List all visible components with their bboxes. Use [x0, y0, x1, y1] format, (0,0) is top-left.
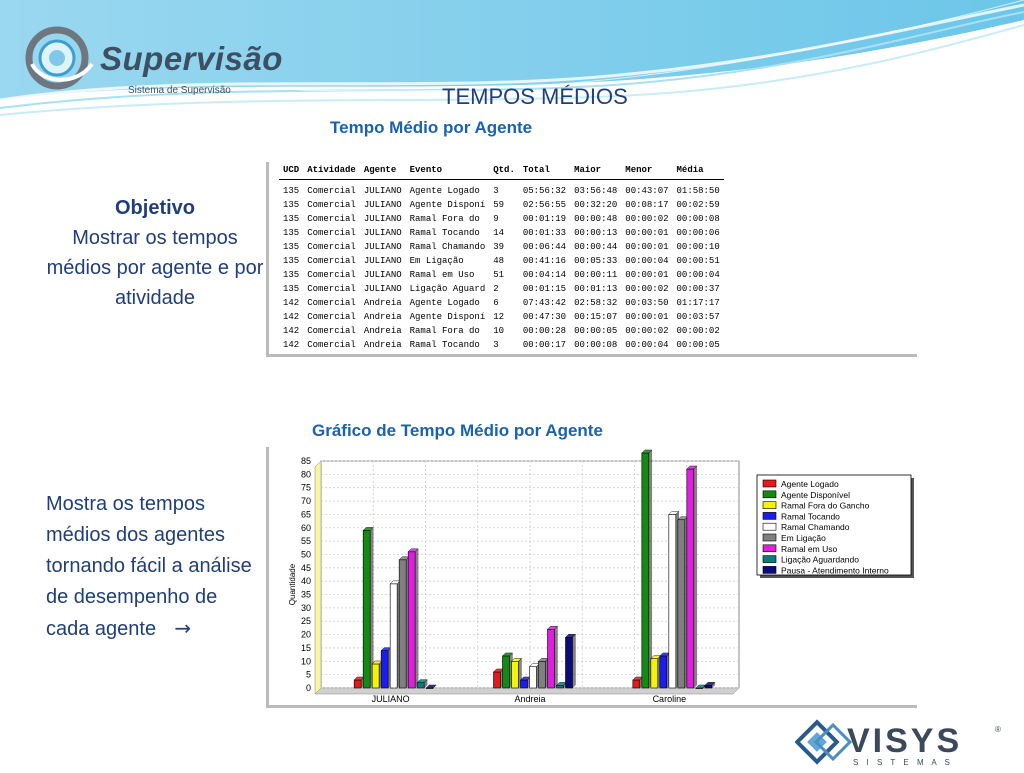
y-tick-label: 0 — [305, 683, 311, 693]
table-cell: 00:00:08 — [574, 340, 618, 350]
report-table — [279, 162, 724, 352]
table-row — [279, 226, 724, 240]
table-row — [279, 212, 724, 226]
table-cell: 9 — [493, 214, 499, 224]
y-tick-label: 40 — [300, 576, 311, 587]
bar — [633, 680, 640, 688]
table-cell: Comercial — [307, 256, 356, 266]
table-cell: 00:00:05 — [676, 340, 720, 350]
legend-swatch — [763, 480, 776, 487]
column-header: Média — [673, 162, 724, 180]
column-header: UCD — [279, 162, 303, 180]
bar — [408, 552, 415, 688]
table-row — [279, 254, 724, 268]
y-tick-label: 35 — [300, 589, 311, 600]
table-cell: 00:00:13 — [574, 228, 618, 238]
bar — [557, 685, 564, 688]
table-cell: 00:32:20 — [574, 200, 618, 210]
table-cell: 142 — [283, 340, 300, 350]
bar-side — [573, 634, 576, 688]
table-cell: Comercial — [307, 200, 356, 210]
table-cell: 3 — [493, 186, 499, 196]
column-header: Evento — [406, 162, 490, 180]
table-cell: 00:41:16 — [522, 256, 567, 266]
table-cell: JULIANO — [363, 284, 402, 294]
page-title: TEMPOS MÉDIOS — [442, 84, 628, 109]
table-cell: 135 — [283, 186, 300, 196]
bar — [512, 661, 519, 688]
visys-registered: ® — [995, 725, 1001, 734]
y-tick-label: 10 — [300, 656, 311, 667]
table-row — [279, 180, 724, 199]
table-cell: Ramal Chamando — [409, 242, 486, 252]
table-cell: 00:00:05 — [574, 326, 618, 336]
legend-label: Agente Logado — [781, 479, 839, 489]
table-cell: 135 — [283, 242, 300, 252]
table-cell: Comercial — [307, 298, 356, 308]
logo-swirl-icon — [22, 24, 102, 94]
bar — [417, 683, 424, 688]
y-tick-label: 55 — [300, 536, 311, 547]
visys-subtitle: S I S T E M A S — [853, 758, 953, 767]
legend-label: Ramal em Uso — [781, 543, 838, 554]
table-cell: JULIANO — [363, 256, 402, 266]
y-tick-label: 50 — [300, 549, 311, 560]
table-cell: 00:04:14 — [522, 270, 567, 280]
table-cell: 39 — [493, 242, 505, 252]
table-cell: Andreia — [363, 298, 402, 308]
description-text: Mostra os tempos médios dos agentes tornando fácil a análise de desempenho de cada agente — [46, 493, 252, 640]
table-cell: 142 — [283, 298, 300, 308]
bar — [390, 584, 397, 688]
bar — [381, 651, 388, 688]
bar — [399, 560, 406, 688]
table-cell: 00:03:57 — [676, 312, 720, 322]
table-cell: 00:00:04 — [625, 340, 669, 350]
table-row — [279, 268, 724, 282]
table-cell: Ramal Tocando — [409, 340, 480, 350]
table-cell: 00:00:11 — [574, 270, 618, 280]
y-tick-label: 45 — [300, 562, 311, 573]
table-row — [279, 240, 724, 254]
legend-swatch — [763, 491, 776, 498]
table-cell: 00:00:01 — [625, 312, 669, 322]
table-cell: JULIANO — [363, 214, 402, 224]
table-cell: 00:08:17 — [625, 200, 669, 210]
bar — [354, 680, 361, 688]
table-cell: 00:01:13 — [574, 284, 618, 294]
chart-heading: Gráfico de Tempo Médio por Agente — [312, 421, 603, 440]
table-cell: Em Ligação — [409, 256, 464, 266]
table-heading: Tempo Médio por Agente — [330, 118, 533, 137]
y-tick-label: 20 — [300, 629, 311, 640]
table-row — [279, 324, 724, 338]
table-cell: 00:00:02 — [625, 284, 669, 294]
legend-swatch — [763, 502, 776, 509]
objective-block — [40, 193, 270, 313]
table-cell: 00:00:44 — [574, 242, 618, 252]
table-cell: 00:01:19 — [522, 214, 567, 224]
table-row — [279, 198, 724, 212]
table-cell: JULIANO — [363, 270, 402, 280]
bar — [494, 672, 501, 688]
legend-label: Ramal Chamando — [781, 522, 850, 533]
table-row — [279, 310, 724, 324]
bar-side — [415, 549, 418, 688]
table-cell: 00:00:37 — [676, 284, 720, 294]
legend-label: Em Ligação — [781, 533, 826, 543]
table-cell: 135 — [283, 214, 300, 224]
table-cell: 10 — [493, 326, 505, 336]
table-cell: 00:05:33 — [574, 256, 618, 266]
table-cell: 00:06:44 — [522, 242, 567, 252]
table-cell: 135 — [283, 256, 300, 266]
table-cell: Andreia — [363, 312, 402, 322]
table-cell: 01:17:17 — [676, 298, 720, 308]
bar — [521, 680, 528, 688]
x-tick-label: JULIANO — [371, 694, 410, 704]
bar-side — [555, 626, 558, 688]
table-cell: 07:43:42 — [522, 298, 567, 308]
column-header: Agente — [360, 162, 406, 180]
logo-wordmark: Supervisão — [100, 40, 283, 77]
y-tick-label: 65 — [300, 509, 311, 520]
table-cell: 03:56:48 — [574, 186, 618, 196]
bar — [669, 514, 676, 688]
y-tick-label: 60 — [300, 522, 311, 533]
right-arrow-icon: → — [161, 616, 192, 640]
legend-swatch — [763, 534, 776, 541]
column-header: Menor — [621, 162, 672, 180]
y-axis-label: Quantidade — [288, 563, 297, 606]
logo-subtitle: Sistema de Supervisão — [128, 85, 231, 96]
y-tick-label: 85 — [300, 456, 311, 466]
table-cell: Ramal Fora do — [409, 326, 480, 336]
y-tick-label: 75 — [300, 482, 311, 493]
table-cell: 12 — [493, 312, 505, 322]
table-cell: 00:00:01 — [625, 242, 669, 252]
bar — [372, 664, 379, 688]
bar — [651, 659, 658, 688]
bar — [705, 685, 712, 688]
bar — [687, 469, 694, 688]
x-tick-label: Caroline — [652, 694, 687, 704]
bar-side — [694, 466, 697, 688]
table-cell: 00:01:33 — [522, 228, 567, 238]
bar — [530, 667, 537, 688]
table-cell: 00:00:17 — [522, 340, 567, 350]
description-block — [46, 489, 261, 645]
bar-chart — [269, 447, 917, 705]
table-row — [279, 296, 724, 310]
table-cell: Comercial — [307, 284, 356, 294]
table-cell: 00:00:01 — [625, 228, 669, 238]
legend-swatch — [763, 512, 776, 519]
y-tick-label: 70 — [300, 496, 311, 507]
table-cell: 59 — [493, 200, 505, 210]
table-cell: 135 — [283, 284, 300, 294]
x-tick-label: Andreia — [514, 694, 546, 704]
table-cell: Agente Logado — [409, 186, 480, 196]
table-cell: 142 — [283, 326, 300, 336]
bar — [548, 629, 555, 688]
column-header: Total — [519, 162, 570, 180]
table-cell: Comercial — [307, 242, 356, 252]
table-cell: 00:03:50 — [625, 298, 669, 308]
table-cell: 00:00:02 — [676, 326, 720, 336]
table-cell: 02:58:32 — [574, 298, 618, 308]
table-cell: 00:00:04 — [676, 270, 720, 280]
legend-swatch — [763, 556, 776, 563]
visys-wordmark: VISYS — [847, 722, 963, 760]
legend-label: Pausa - Atendimento Interno — [781, 565, 889, 576]
bar — [539, 661, 546, 688]
y-tick-label: 5 — [305, 669, 311, 680]
y-tick-label: 80 — [300, 469, 311, 480]
report-table-panel — [266, 162, 917, 357]
legend-swatch — [763, 545, 776, 552]
table-cell: 135 — [283, 270, 300, 280]
table-row — [279, 338, 724, 352]
table-cell: 00:15:07 — [574, 312, 618, 322]
column-header: Atividade — [303, 162, 360, 180]
bar — [642, 453, 649, 688]
table-cell: 48 — [493, 256, 505, 266]
table-cell: 00:00:01 — [625, 270, 669, 280]
bar — [678, 520, 685, 688]
table-row — [279, 282, 724, 296]
table-header-row — [279, 162, 724, 180]
column-header: Maior — [570, 162, 621, 180]
table-cell: Andreia — [363, 326, 402, 336]
legend-label: Ligação Aguardando — [781, 554, 859, 565]
table-cell: 3 — [493, 340, 499, 350]
table-cell: 00:00:28 — [522, 326, 567, 336]
table-cell: 01:58:50 — [676, 186, 720, 196]
table-cell: JULIANO — [363, 200, 402, 210]
chart-panel — [266, 447, 917, 708]
bar — [566, 637, 573, 688]
table-cell: Ramal em Uso — [409, 270, 475, 280]
table-cell: JULIANO — [363, 228, 402, 238]
objective-text: Mostrar os tempos médios por agente e por atividade — [46, 227, 264, 309]
table-cell: Comercial — [307, 228, 356, 238]
y-tick-label: 30 — [300, 602, 311, 613]
table-cell: 00:43:07 — [625, 186, 669, 196]
legend-label: Ramal Fora do Gancho — [781, 500, 870, 511]
table-cell: 00:47:30 — [522, 312, 567, 322]
table-cell: 6 — [493, 298, 499, 308]
table-cell: Comercial — [307, 312, 356, 322]
table-cell: Agente Disponí — [409, 200, 486, 210]
table-cell: 00:01:15 — [522, 284, 567, 294]
bar — [363, 530, 370, 688]
legend-label: Agente Disponível — [781, 489, 850, 500]
column-header: Qtd. — [489, 162, 519, 180]
table-cell: 00:00:06 — [676, 228, 720, 238]
table-cell: 00:00:02 — [625, 214, 669, 224]
table-cell: JULIANO — [363, 186, 402, 196]
table-cell: 05:56:32 — [522, 186, 567, 196]
table-cell: Comercial — [307, 326, 356, 336]
objective-heading: Objetivo — [114, 197, 195, 219]
table-cell: 00:00:10 — [676, 242, 720, 252]
table-cell: 135 — [283, 200, 300, 210]
table-cell: 142 — [283, 312, 300, 322]
table-cell: Ramal Fora do — [409, 214, 480, 224]
table-cell: 14 — [493, 228, 505, 238]
legend-swatch — [763, 566, 776, 573]
table-cell: 135 — [283, 228, 300, 238]
y-tick-label: 15 — [300, 642, 311, 653]
table-cell: Andreia — [363, 340, 402, 350]
table-cell: Agente Logado — [409, 298, 480, 308]
table-cell: Comercial — [307, 270, 356, 280]
table-cell: 2 — [493, 284, 499, 294]
table-cell: Ramal Tocando — [409, 228, 480, 238]
table-cell: Comercial — [307, 186, 356, 196]
plot-side-wall — [315, 461, 321, 694]
table-cell: 02:56:55 — [522, 200, 567, 210]
table-cell: Comercial — [307, 214, 356, 224]
table-cell: Agente Disponí — [409, 312, 486, 322]
bar — [660, 656, 667, 688]
table-cell: 00:00:08 — [676, 214, 720, 224]
table-cell: Comercial — [307, 340, 356, 350]
y-tick-label: 25 — [300, 616, 311, 627]
table-cell: Ligação Aguard — [409, 284, 486, 294]
table-cell: JULIANO — [363, 242, 402, 252]
legend-label: Ramal Tocando — [781, 511, 840, 522]
table-cell: 00:00:04 — [625, 256, 669, 266]
table-cell: 51 — [493, 270, 505, 280]
bar — [503, 656, 510, 688]
table-cell: 00:02:59 — [676, 200, 720, 210]
table-cell: 00:00:48 — [574, 214, 618, 224]
visys-logo — [795, 718, 1005, 773]
bar-side — [649, 450, 652, 688]
table-cell: 00:00:02 — [625, 326, 669, 336]
legend-swatch — [763, 523, 776, 530]
table-cell: 00:00:51 — [676, 256, 720, 266]
visys-logo-graphic — [795, 718, 1005, 768]
